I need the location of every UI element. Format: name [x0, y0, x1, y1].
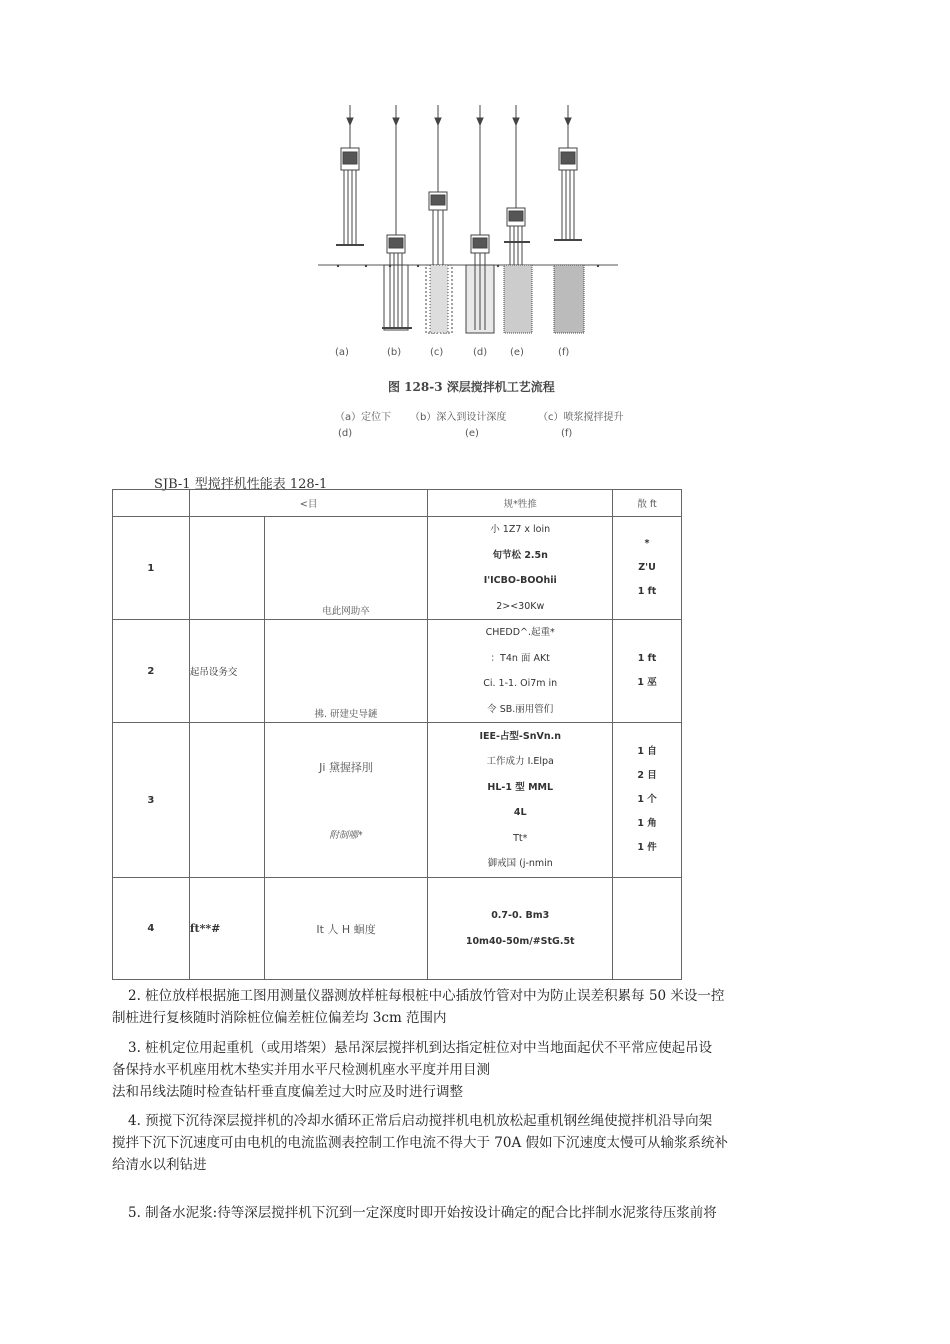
row-number: 4 [113, 878, 190, 980]
header-qty: 散 ft [613, 490, 682, 517]
step-e [504, 105, 532, 333]
figure-label-a: (a) [335, 347, 349, 358]
qty-line: 1 ft [637, 653, 657, 664]
spec-line: 4L [513, 807, 527, 818]
row-sub: It 人 H 蛔度 [264, 878, 428, 980]
paragraph-line: 法和吊线法随时检查钻杆垂直度偏差过大时应及时进行调整 [112, 1084, 463, 1100]
paragraph-2 [112, 985, 852, 1029]
step-b [382, 105, 412, 330]
paragraph-3 [112, 1037, 852, 1103]
spec-line: Tt* [513, 832, 528, 844]
qty-line: 1 巫 [637, 677, 657, 688]
spec-line: 小 1Z7 x loin [490, 524, 551, 535]
figure-legend-b: （b）深入到设计深度 [410, 412, 507, 423]
paragraph-line: 制桩进行复核随时消除桩位偏差桩位偏差均 3cm 范围内 [112, 1010, 447, 1026]
qty-line: 1 个 [637, 794, 657, 805]
figure-legend-f: (f) [561, 428, 573, 439]
figure-label-b: (b) [387, 347, 402, 358]
paragraph-5 [112, 1202, 852, 1224]
figure-legend-e: (e) [465, 428, 479, 439]
spec-line: 2><30Kw [496, 600, 545, 612]
spec-line: 御戒国 (j-nmin [487, 858, 553, 869]
figure-legend-c: （c）喷浆搅拌提升 [538, 412, 624, 423]
table-title: SJB-1 型搅拌机性能表 128-1 [154, 477, 328, 492]
row-name [189, 723, 264, 878]
spec-line: HL-1 型 MML [487, 781, 554, 793]
figure-label-d: (d) [473, 347, 488, 358]
row-sub: 拂. 研建史导鏈 [314, 709, 378, 720]
row-name [189, 517, 264, 620]
spec-line: 10m40-50m/#StG.5t [465, 935, 575, 947]
paragraph-line: 搅拌下沉下沉速度可由电机的电流监测表控制工作电流不得大于 70A 假如下沉速度太慢可从输浆系统补 [112, 1135, 729, 1151]
performance-table [112, 489, 682, 980]
spec-line: 令 SB.丽用管们 [487, 703, 554, 715]
figure-legend-d: (d) [338, 428, 353, 439]
qty-line: 1 自 [637, 746, 657, 757]
spec-line: 0.7-0. Bm3 [491, 910, 550, 921]
header-spec: 规*牲推 [428, 490, 613, 517]
header-item: <目 [189, 490, 428, 517]
figure-title: 图 128-3 深层搅拌机工艺流程 [388, 380, 555, 394]
paragraph-4 [112, 1110, 852, 1176]
spec-line: 工作成力 I.Elpa [486, 756, 554, 767]
qty-line: 1 ft [637, 586, 657, 597]
table-row [113, 878, 682, 980]
table-row [113, 723, 682, 878]
figure-label-f: (f) [558, 347, 570, 358]
qty-line: 2 目 [637, 770, 657, 781]
paragraph-line: 备保持水平机座用枕木垫实并用水平尺检测机座水平度并用目测 [112, 1062, 490, 1078]
figure-legend-a: （a）定位下 [335, 412, 392, 423]
qty-line: 1 角 [637, 818, 657, 829]
paragraph-line: 3. 桩机定位用起重机（或用塔架）悬吊深层搅拌机到达指定桩位对中当地面起伏不平常应使起吊设 [128, 1040, 713, 1056]
row-number: 3 [113, 723, 190, 878]
qty-line: * [644, 538, 650, 549]
qty-cell [613, 878, 682, 980]
spec-line: 旬节松 2.5n [492, 549, 548, 561]
table-row [113, 517, 682, 620]
spec-line: I'ICBO-BOOhii [483, 575, 557, 586]
spec-line: IEE-占型-SnVn.n [479, 730, 561, 742]
qty-line: 1 件 [637, 842, 657, 853]
row-number: 2 [113, 620, 190, 723]
figure-label-e: (e) [510, 347, 524, 358]
spec-line: ：T4n 面 AKt [490, 652, 550, 664]
step-c [426, 105, 452, 333]
table-header-row [113, 490, 682, 517]
qty-line: Z'U [638, 562, 656, 573]
paragraph-line: 4. 预搅下沉待深层搅拌机的冷却水循环正常后启动搅拌机电机放松起重机钢丝绳使搅拌机沿导向架 [128, 1113, 713, 1129]
spec-line: CHEDD^.起重* [485, 627, 555, 638]
row-sub-note: 附制哪* [329, 830, 363, 841]
row-name: 起吊设务交 [189, 620, 264, 723]
paragraph-line: 5. 制备水泥浆:待等深层搅拌机下沉到一定深度时即开始按设计确定的配合比拌制水泥浆待压浆前将 [128, 1205, 717, 1221]
paragraph-line: 2. 桩位放样根据施工图用测量仪器测放样桩每根桩中心插放竹管对中为防止误差积累每 50 米设一控 [128, 988, 725, 1004]
table-row [113, 620, 682, 723]
step-a [336, 105, 364, 245]
step-d [466, 105, 494, 333]
spec-line: Ci. 1-1. Oi7m in [483, 678, 558, 689]
row-name: ft**# [189, 878, 264, 980]
header-blank [113, 490, 190, 517]
row-number: 1 [113, 517, 190, 620]
paragraph-line: 给清水以利钻进 [112, 1157, 207, 1173]
row-sub: Ji 黛握择刖 [319, 761, 373, 774]
figure-label-c: (c) [430, 347, 444, 358]
step-f [554, 105, 584, 333]
process-diagram [318, 100, 618, 450]
row-sub: 电此网助卒 [322, 606, 370, 617]
